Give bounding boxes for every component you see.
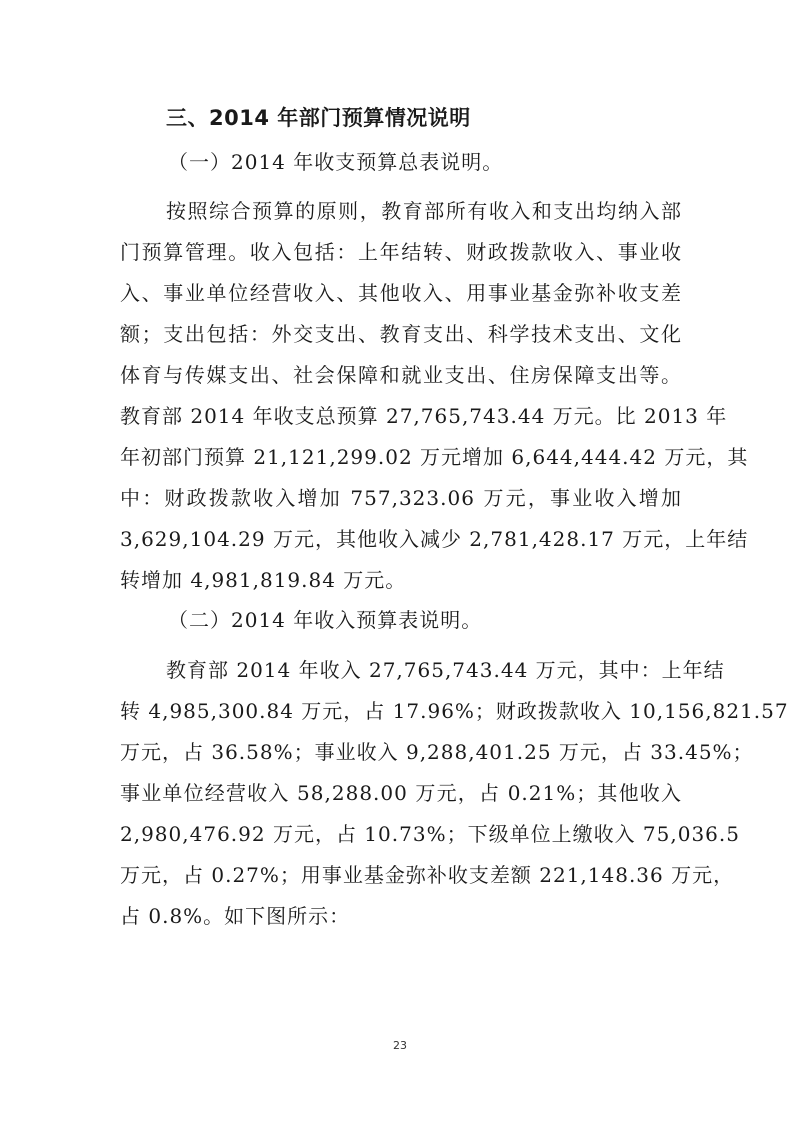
paragraph-line: 占 0.8%。如下图所示： xyxy=(120,904,351,928)
paragraph-line: 事业单位经营收入 58,288.00 万元，占 0.21%；其他收入 xyxy=(120,781,682,805)
paragraph-line: 额；支出包括：外交支出、教育支出、科学技术支出、文化 xyxy=(120,322,682,346)
paragraph-line: 入、事业单位经营收入、其他收入、用事业基金弥补收支差 xyxy=(120,281,682,305)
paragraph-line: 教育部 2014 年收入 27,765,743.44 万元，其中：上年结 xyxy=(166,658,725,682)
paragraph-line: 教育部 2014 年收支总预算 27,765,743.44 万元。比 2013 年 xyxy=(120,404,728,428)
paragraph-line: 按照综合预算的原则，教育部所有收入和支出均纳入部 xyxy=(166,199,682,223)
paragraph-line: 3,629,104.29 万元，其他收入减少 2,781,428.17 万元，上年结 xyxy=(120,527,749,551)
paragraph-line: 中：财政拨款收入增加 757,323.06 万元，事业收入增加 xyxy=(120,486,682,510)
paragraph-line: 年初部门预算 21,121,299.02 万元增加 6,644,444.42 万元，其 xyxy=(120,445,749,469)
subsection-1-title: （一）2014 年收支预算总表说明。 xyxy=(168,150,504,174)
paragraph-line: 体育与传媒支出、社会保障和就业支出、住房保障支出等。 xyxy=(120,363,682,387)
paragraph-line: 转增加 4,981,819.84 万元。 xyxy=(120,568,407,592)
paragraph-line: 万元，占 0.27%；用事业基金弥补收支差额 221,148.36 万元， xyxy=(120,863,735,887)
page-number: 23 xyxy=(393,1039,407,1052)
subsection-2-paragraph xyxy=(120,650,789,937)
subsection-1-paragraph xyxy=(120,191,749,601)
paragraph-line: 2,980,476.92 万元，占 10.73%；下级单位上缴收入 75,036.5 xyxy=(120,822,740,846)
section-title: 三、2014 年部门预算情况说明 xyxy=(166,106,471,130)
paragraph-line: 万元，占 36.58%；事业收入 9,288,401.25 万元，占 33.45%； xyxy=(120,740,754,764)
paragraph-line: 转 4,985,300.84 万元，占 17.96%；财政拨款收入 10,156,821.57 xyxy=(120,699,789,723)
subsection-2-title: （二）2014 年收入预算表说明。 xyxy=(168,608,483,632)
paragraph-line: 门预算管理。收入包括：上年结转、财政拨款收入、事业收 xyxy=(120,240,682,264)
